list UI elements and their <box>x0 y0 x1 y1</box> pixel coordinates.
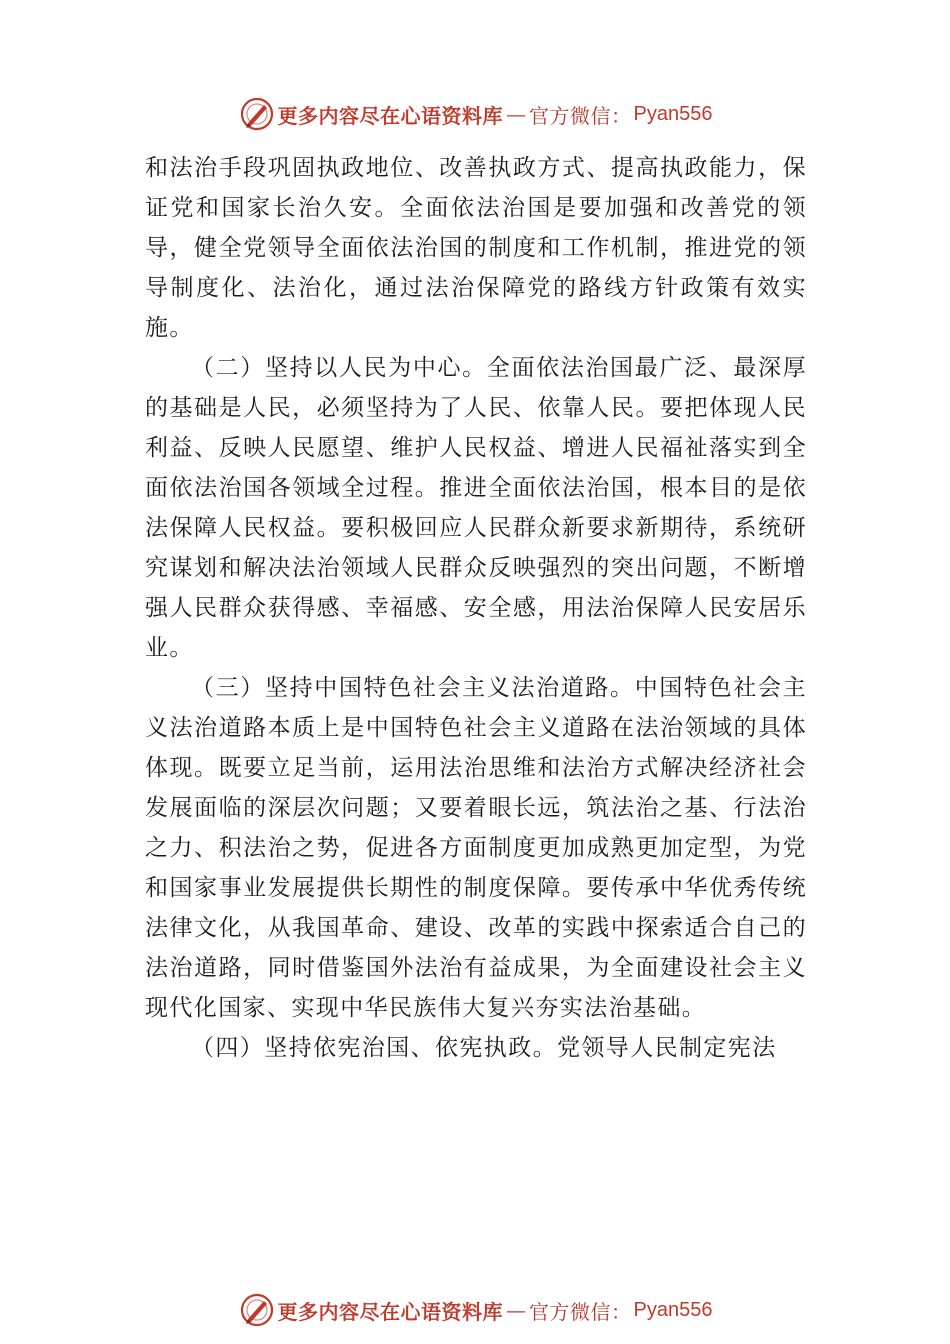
watermark-brand-text: 更多内容尽在心语资料库 <box>277 1299 504 1324</box>
pen-logo-icon <box>238 1291 276 1329</box>
watermark-separator: — <box>506 1298 527 1322</box>
watermark-wechat-label: 官方微信： <box>529 103 632 128</box>
watermark-brand-text: 更多内容尽在心语资料库 <box>277 103 504 128</box>
watermark-wechat-id: Pyan556 <box>633 1298 713 1321</box>
paragraph-4: （四）坚持依宪治国、依宪执政。党领导人民制定宪法 <box>191 1035 777 1061</box>
paragraph-3: （三）坚持中国特色社会主义法治道路。中国特色社会主义法治道路本质上是中国特色社会主义道路在法治领域的具体体现。既要立足当前，运用法治思维和法治方式解决经济社会发展面临的深层次问题；又要着眼长远，筑法治之基、行法治之力、积法治之势，促进各方面制度更加成熟更加定型，为党和国家事业发展提供长期性的制度保障。要传承中华优秀传统法律文化，从我国革命、建设、改革的实践中探索适合自己的法治道路，同时借鉴国外法治有益成果，为全面建设社会主义现代化国家、实现中华民族伟大复兴夯实法治基础。 <box>145 675 807 1021</box>
document-body <box>145 148 807 1068</box>
watermark-separator: — <box>506 102 527 126</box>
header-watermark-banner <box>0 94 950 134</box>
paragraph-1: 和法治手段巩固执政地位、改善执政方式、提高执政能力，保证党和国家长治久安。全面依法治国是要加强和改善党的领导，健全党领导全面依法治国的制度和工作机制，推进党的领导制度化、法治化，通过法治保障党的路线方针政策有效实施。 <box>145 155 807 341</box>
pen-logo-icon <box>238 95 276 133</box>
paragraph-2: （二）坚持以人民为中心。全面依法治国最广泛、最深厚的基础是人民，必须坚持为了人民、依靠人民。要把体现人民利益、反映人民愿望、维护人民权益、增进人民福祉落实到全面依法治国各领域全过程。推进全面依法治国，根本目的是依法保障人民权益。要积极回应人民群众新要求新期待，系统研究谋划和解决法治领域人民群众反映强烈的突出问题，不断增强人民群众获得感、幸福感、安全感，用法治保障人民安居乐业。 <box>145 355 807 661</box>
watermark-wechat-label: 官方微信： <box>529 1299 632 1324</box>
footer-watermark-banner <box>0 1290 950 1330</box>
watermark-wechat-id: Pyan556 <box>633 102 713 125</box>
